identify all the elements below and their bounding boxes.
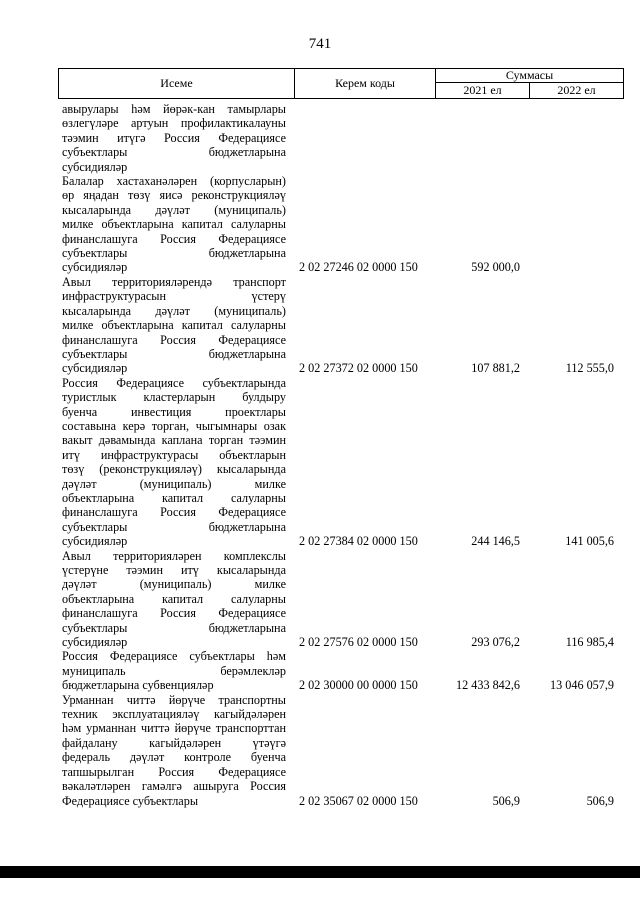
- row-value-2022: 506,9: [586, 793, 614, 808]
- row-name-line: Балалар хастаханәләрен (корпусларын): [62, 174, 286, 189]
- row-name-line: субъектлары бюджетларына: [62, 519, 286, 534]
- row-name: [62, 102, 286, 174]
- row-name-line: вәкаләтләрен гамәлгә ашыруга Россия: [62, 779, 286, 794]
- row-name-line: итү инфраструктурасы объектларын: [62, 447, 286, 462]
- row-name-line: вакыт дәвамында каплана торган тәэмин: [62, 433, 286, 448]
- row-name-line: үстерүне тәэмин итү кысаларында: [62, 563, 286, 577]
- row-code: 2 02 27372 02 0000 150: [299, 361, 418, 376]
- row-name-line: Россия Федерациясе субъектлары һәм: [62, 649, 286, 664]
- row-code: 2 02 27576 02 0000 150: [299, 635, 418, 650]
- row-name-line: кысаларында дәүләт (муниципаль): [62, 202, 286, 217]
- row-name-line: Урманнан читтә йөрүче транспортны: [62, 692, 286, 707]
- table-row: [62, 549, 618, 650]
- row-name-line: субсидияләр: [62, 361, 128, 376]
- row-name-line: буенча инвестиция проектлары: [62, 404, 286, 419]
- row-code: 2 02 27384 02 0000 150: [299, 534, 418, 549]
- row-name-line: субсидияләр: [62, 635, 128, 650]
- table-body: [62, 102, 618, 808]
- row-name-line: өр яңадан төзү яисә реконструкцияләү: [62, 188, 286, 203]
- row-name-line: техник эксплуатацияләү кагыйдәләрен: [62, 707, 286, 722]
- row-name-line: муниципаль берәмлекләр: [62, 663, 286, 678]
- row-name: [62, 376, 286, 549]
- column-header-name: Исеме: [59, 69, 295, 99]
- row-name-line: кысаларында дәүләт (муниципаль): [62, 303, 286, 318]
- row-value-2022: 13 046 057,9: [550, 678, 614, 693]
- row-name-line: туристлык кластерларын булдыру: [62, 390, 286, 405]
- table-row: [62, 376, 618, 549]
- row-name-line: субсидияләр: [62, 534, 128, 549]
- row-code: 2 02 35067 02 0000 150: [299, 793, 418, 808]
- row-name-line: субъектлары бюджетларына: [62, 145, 286, 160]
- row-code: 2 02 27246 02 0000 150: [299, 260, 418, 275]
- row-name: [62, 649, 286, 692]
- row-code: 2 02 30000 00 0000 150: [299, 678, 418, 693]
- row-name-line: финанслашуга Россия Федерациясе: [62, 606, 286, 621]
- row-value-2021: 244 146,5: [471, 534, 520, 549]
- row-name: [62, 174, 286, 275]
- row-name-line: бюджетларына субвенцияләр: [62, 678, 214, 693]
- row-value-2022: 112 555,0: [565, 361, 614, 376]
- row-name-line: тәэмин итүгә Россия Федерациясе: [62, 130, 286, 145]
- row-name-line: милке объектларына капитал салуларны: [62, 318, 286, 333]
- row-name-line: Федерациясе субъектлары: [62, 793, 199, 808]
- row-value-2021: 293 076,2: [471, 635, 520, 650]
- row-value-2022: 116 985,4: [565, 635, 614, 650]
- row-value-2021: 506,9: [492, 793, 520, 808]
- column-header-code: Керем коды: [295, 69, 436, 99]
- row-name: [62, 549, 286, 650]
- row-name-line: милке объектларына капитал салуларны: [62, 217, 286, 232]
- row-value-2022: 141 005,6: [565, 534, 614, 549]
- row-name-line: өзлегүләре артуын профилактикалауны: [62, 116, 286, 131]
- row-name-line: финанслашуга Россия Федерациясе: [62, 231, 286, 246]
- row-name-line: дәүләт (муниципаль) милке: [62, 577, 286, 592]
- row-name-line: авырулары һәм йөрәк-кан тамырлары: [62, 102, 286, 116]
- row-name-line: инфраструктурасын үстерү: [62, 289, 286, 304]
- table-row: [62, 102, 618, 174]
- row-name-line: дәүләт (муниципаль) милке: [62, 476, 286, 491]
- row-name-line: федераль дәүләт контроле буенча: [62, 750, 286, 765]
- table-row: [62, 174, 618, 275]
- page-number: 741: [308, 36, 332, 52]
- table-row: [62, 649, 618, 692]
- column-header-2021: 2021 ел: [436, 83, 530, 99]
- row-name-line: файдалану кагыйдәләрен үтәүгә: [62, 735, 286, 750]
- row-name: [62, 275, 286, 376]
- row-name-line: субъектлары бюджетларына: [62, 346, 286, 361]
- row-name-line: һәм урманнан читтә йөрүче транспорттан: [62, 721, 286, 736]
- row-name-line: объектларына капитал салуларны: [62, 490, 286, 505]
- row-name-line: субъектлары бюджетларына: [62, 246, 286, 261]
- table-row: [62, 275, 618, 376]
- row-name-line: субсидияләр: [62, 260, 128, 275]
- row-name-line: тапшырылган Россия Федерациясе: [62, 764, 286, 779]
- row-name-line: Россия Федерациясе субъектларында: [62, 375, 286, 390]
- table-row: [62, 693, 618, 808]
- row-name-line: финанслашуга Россия Федерациясе: [62, 332, 286, 347]
- row-value-2021: 107 881,2: [471, 361, 520, 376]
- row-name: [62, 693, 286, 808]
- row-name-line: Авыл территорияләрен комплекслы: [62, 548, 286, 563]
- column-header-sums: Суммасы: [436, 69, 624, 83]
- row-value-2021: 12 433 842,6: [456, 678, 520, 693]
- row-name-line: Авыл территорияләрендә транспорт: [62, 274, 286, 289]
- row-name-line: составына керә торган, чыгымнары озак: [62, 418, 286, 433]
- row-name-line: төзү (реконструкцияләү) кысаларында: [62, 462, 286, 477]
- column-header-2022: 2022 ел: [530, 83, 624, 99]
- row-name-line: финанслашуга Россия Федерациясе: [62, 505, 286, 520]
- row-value-2021: 592 000,0: [471, 260, 520, 275]
- row-name-line: субсидияләр: [62, 159, 128, 174]
- table-header: [58, 68, 624, 99]
- scan-edge-bar: [0, 866, 640, 878]
- row-name-line: объектларына капитал салуларны: [62, 591, 286, 606]
- row-name-line: субъектлары бюджетларына: [62, 620, 286, 635]
